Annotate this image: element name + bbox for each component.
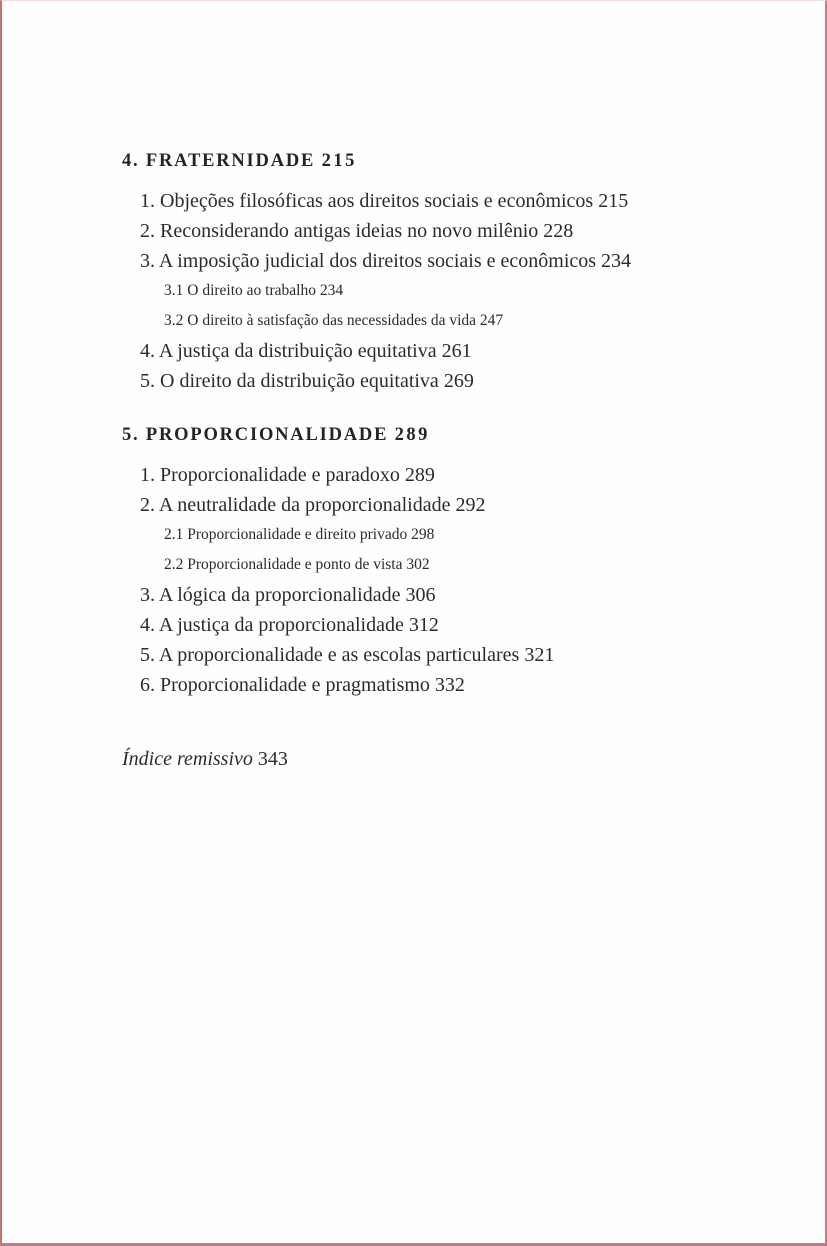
section-heading-text: 4. FRATERNIDADE xyxy=(122,151,316,171)
toc-entry-text: 2.1 Proporcionalidade e direito privado xyxy=(164,526,408,543)
toc-entry-page: 289 xyxy=(404,464,435,486)
index-entry-page: 343 xyxy=(257,748,288,770)
toc-subentry xyxy=(122,306,775,336)
toc-entry xyxy=(122,246,775,276)
toc-entry-text: 1. Proporcionalidade e paradoxo xyxy=(140,464,400,486)
toc-entry-page: 269 xyxy=(443,370,474,392)
toc-entry-text: 5. A proporcionalidade e as escolas particulares xyxy=(140,644,520,666)
toc-entry-text: 2. A neutralidade da proporcionalidade xyxy=(140,494,451,516)
toc-entry-page: 215 xyxy=(598,190,629,212)
toc-entry-page: 247 xyxy=(479,312,504,329)
toc-entry-page: 234 xyxy=(319,282,344,299)
toc-entry-text: 4. A justiça da distribuição equitativa xyxy=(140,340,437,362)
toc-entry-text: 3. A imposição judicial dos direitos sociais e econômicos xyxy=(140,250,597,272)
toc-entry-text: 2. Reconsiderando antigas ideias no novo milênio xyxy=(140,220,539,242)
section-heading-page: 215 xyxy=(321,151,357,171)
section-heading xyxy=(122,148,775,174)
toc-entry-page: 306 xyxy=(405,584,436,606)
toc-entry xyxy=(122,366,775,396)
toc-entry-text: 2.2 Proporcionalidade e ponto de vista xyxy=(164,556,403,573)
toc-subentry xyxy=(122,276,775,306)
section-heading xyxy=(122,422,775,448)
toc-entry xyxy=(122,670,775,700)
toc-entry-page: 261 xyxy=(441,340,472,362)
toc-subentry xyxy=(122,550,775,580)
section-heading-page: 289 xyxy=(394,425,430,445)
toc-entry-text: 6. Proporcionalidade e pragmatismo xyxy=(140,674,430,696)
toc-entry-page: 292 xyxy=(455,494,486,516)
table-of-contents xyxy=(122,148,775,774)
toc-entry xyxy=(122,216,775,246)
toc-entry xyxy=(122,580,775,610)
toc-entry xyxy=(122,460,775,490)
toc-subentry xyxy=(122,520,775,550)
toc-entry-page: 228 xyxy=(543,220,574,242)
toc-entry-page: 332 xyxy=(434,674,465,696)
index-entry-text: Índice remissivo xyxy=(122,748,253,770)
toc-entry-page: 234 xyxy=(601,250,632,272)
toc-entry xyxy=(122,186,775,216)
toc-entry-text: 4. A justiça da proporcionalidade xyxy=(140,614,404,636)
section-heading-text: 5. PROPORCIONALIDADE xyxy=(122,425,389,445)
toc-entry-text: 3.1 O direito ao trabalho xyxy=(164,282,316,299)
toc-entry-text: 3. A lógica da proporcionalidade xyxy=(140,584,401,606)
toc-entry-page: 312 xyxy=(408,614,439,636)
toc-section-fraternidade xyxy=(122,148,775,396)
toc-entry xyxy=(122,640,775,670)
toc-entry-text: 5. O direito da distribuição equitativa xyxy=(140,370,439,392)
toc-entry-text: 3.2 O direito à satisfação das necessidades da vida xyxy=(164,312,477,329)
toc-entry-page: 321 xyxy=(524,644,555,666)
toc-entry xyxy=(122,336,775,366)
toc-entry xyxy=(122,490,775,520)
toc-entry xyxy=(122,610,775,640)
toc-entry-page: 298 xyxy=(411,526,435,543)
index-entry xyxy=(122,744,775,774)
toc-section-proporcionalidade xyxy=(122,422,775,700)
toc-entry-text: 1. Objeções filosóficas aos direitos sociais e econômicos xyxy=(140,190,594,212)
toc-entry-page: 302 xyxy=(406,556,430,573)
